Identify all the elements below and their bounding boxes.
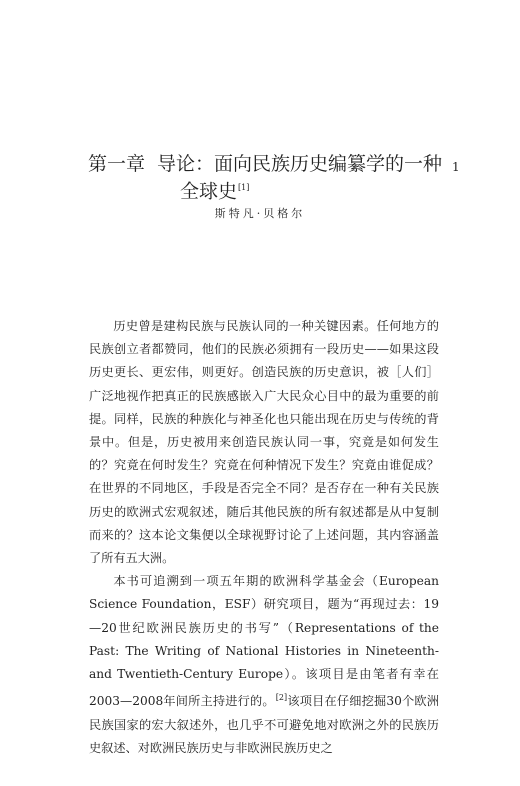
page-number: 1 (452, 160, 460, 174)
chapter-heading (88, 152, 443, 203)
chapter-title-line2 (180, 176, 418, 203)
paragraph-1: 历史曾是建构民族与民族认同的一种关键因素。任何地方的民族创立者都赞同，他们的民族必须拥有一段历史——如果这段历史更长、更宏伟，则更好。创造民族的历史意识，被［人们］广泛地视作把真正的民族感嵌入广大民众心目中的最为重要的前提。同样，民族的种族化与神圣化也只能出现在历史与传统的背景中。但是，历史被用来创造民族认同一事，究竟是如何发生的？究竟在何时发生？究竟在何种情况下发生？究竟由谁促成？在世界的不同地区，手段是否完全不同？是否存在一种有关民族历史的欧洲式宏观叙述，随后其他民族的所有叙述都是从中复制而来的？这本论文集便以全球视野讨论了上述问题，其内容涵盖了所有五大洲。 (89, 319, 439, 566)
paragraph-2-part-a: 本书可追溯到一项五年期的欧洲科学基金会（European Science Foundation，ESF）研究项目，题为“再现过去：19—20世纪欧洲民族历史的书写”（Representations of the Past: The Writing of National Histories in Nineteenth- and Twentieth-Century Europe）。该项目是由笔者有幸在2003—2008年间所主持进行的。 (89, 574, 439, 709)
paragraph-2 (89, 570, 439, 760)
footnote-ref-1[interactable]: [1] (238, 183, 250, 192)
chapter-title-text-2: 全球史 (180, 180, 238, 203)
footnote-ref-2[interactable]: [2] (275, 693, 288, 703)
author-name: 斯特凡·贝格尔 (214, 207, 306, 220)
paragraph-2-part-b: 该项目在仔细挖掘30个欧洲民族国家的宏大叙述外，也几乎不可避免地对欧洲之外的民族历史叙述、对欧洲民族历史与非欧洲民族历史之 (89, 694, 439, 755)
chapter-title-text: 导论：面向民族历史编纂学的一种 (157, 153, 443, 175)
chapter-label: 第一章 (88, 153, 146, 175)
body-text (89, 315, 439, 760)
chapter-title-line1 (88, 152, 443, 176)
